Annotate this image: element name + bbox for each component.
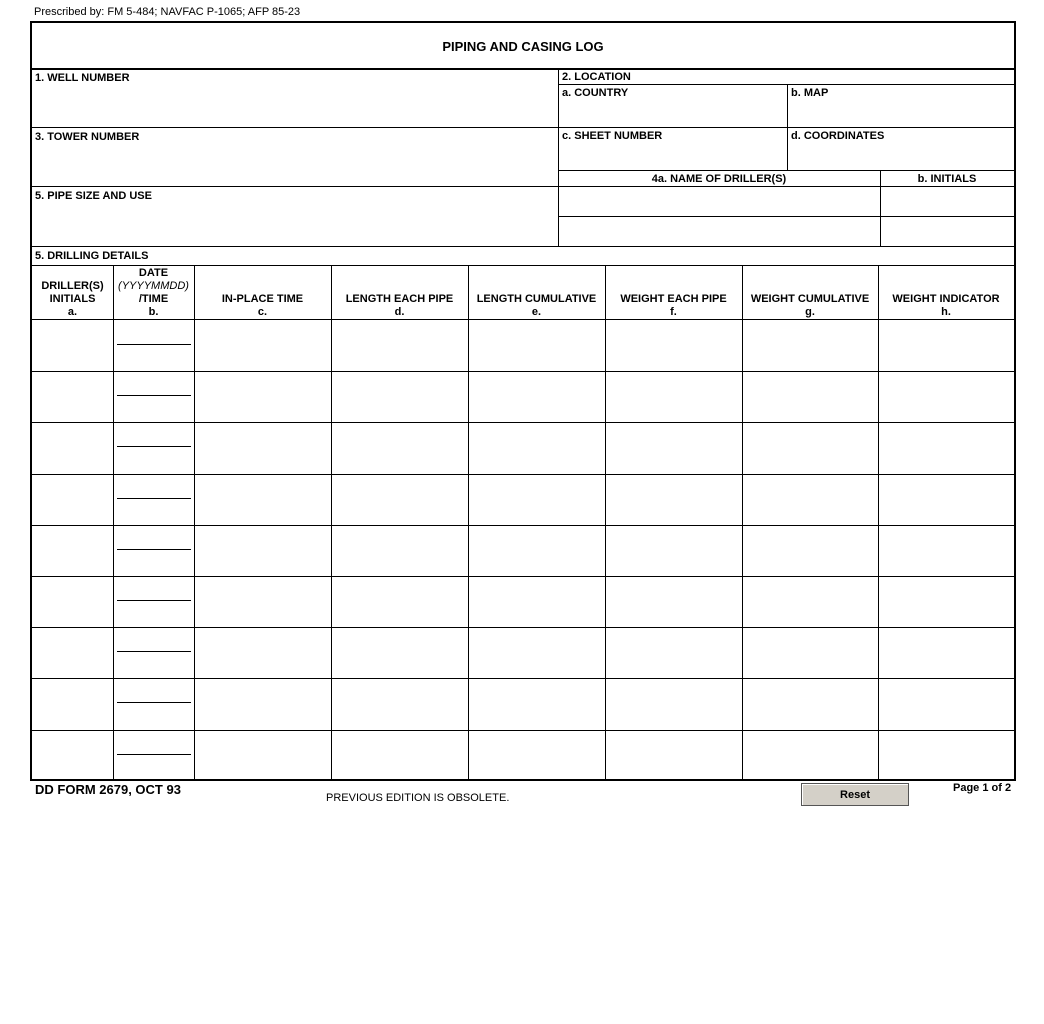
in-place-time-cell[interactable] [195,628,330,677]
pipe-size-label: 5. PIPE SIZE AND USE [35,190,152,202]
weight-each-pipe-cell[interactable] [606,475,741,524]
weight-each-pipe-cell[interactable] [606,628,741,677]
length-each-pipe-cell[interactable] [332,423,467,472]
date-divider-line [117,651,191,652]
weight-cumulative-cell[interactable] [743,321,877,370]
length-cumulative-cell[interactable] [469,321,604,370]
form-title: PIPING AND CASING LOG [442,39,604,54]
initials-label: b. INITIALS [917,173,977,185]
date-time-cell[interactable] [114,526,193,575]
column-header-weight-cumulative: WEIGHT CUMULATIVE g. [750,293,870,318]
weight-each-pipe-cell[interactable] [606,731,741,780]
in-place-time-cell[interactable] [195,475,330,524]
well-number-label: 1. WELL NUMBER [35,72,130,84]
divider [32,265,1014,266]
sheet-number-label: c. SHEET NUMBER [562,130,663,142]
length-each-pipe-cell[interactable] [332,628,467,677]
map-label: b. MAP [791,87,829,99]
weight-cumulative-cell[interactable] [743,577,877,626]
length-each-pipe-cell[interactable] [332,679,467,728]
tower-number-field[interactable] [34,144,556,186]
in-place-time-cell[interactable] [195,423,330,472]
sheet-number-field[interactable] [560,143,785,170]
column-header-weight-indicator: WEIGHT INDICATOR h. [892,293,1000,318]
pipe-size-field[interactable] [34,203,556,245]
driller-names-label: 4a. NAME OF DRILLER(S) [651,173,787,185]
driller-initials-cell[interactable] [33,628,112,677]
weight-cumulative-cell[interactable] [743,731,877,780]
column-header-length-each-pipe: LENGTH EACH PIPE d. [345,293,454,318]
weight-indicator-cell[interactable] [879,628,1013,677]
date-divider-line [117,754,191,755]
divider [558,186,1014,187]
length-cumulative-cell[interactable] [469,628,604,677]
driller-name-field-2[interactable] [560,218,878,245]
driller-initials-cell[interactable] [33,731,112,780]
date-divider-line [117,549,191,550]
date-time-cell[interactable] [114,321,193,370]
weight-each-pipe-cell[interactable] [606,577,741,626]
in-place-time-cell[interactable] [195,679,330,728]
divider [558,127,1014,128]
weight-indicator-cell[interactable] [879,731,1013,780]
in-place-time-cell[interactable] [195,321,330,370]
divider [32,127,558,128]
weight-each-pipe-cell[interactable] [606,679,741,728]
driller-initials-cell[interactable] [33,475,112,524]
divider [32,186,558,187]
date-time-cell[interactable] [114,423,193,472]
date-time-cell[interactable] [114,577,193,626]
page-number: Page 1 of 2 [953,782,1012,794]
length-cumulative-cell[interactable] [469,731,604,780]
date-divider-line [117,344,191,345]
column-header-date-time: DATE (YYYYMMDD) /TIME b. [118,267,189,318]
country-label: a. COUNTRY [562,87,629,99]
piping-casing-log-form [30,21,1016,781]
prescribed-by-text: Prescribed by: FM 5-484; NAVFAC P-1065; AFP 85-23 [34,6,301,18]
weight-each-pipe-cell[interactable] [606,526,741,575]
map-field[interactable] [789,99,1012,127]
weight-indicator-cell[interactable] [879,372,1013,421]
length-cumulative-cell[interactable] [469,372,604,421]
weight-cumulative-cell[interactable] [743,628,877,677]
date-time-cell[interactable] [114,731,193,780]
date-time-cell[interactable] [114,372,193,421]
date-divider-line [117,702,191,703]
in-place-time-cell[interactable] [195,526,330,575]
divider [558,69,559,246]
weight-indicator-cell[interactable] [879,475,1013,524]
weight-each-pipe-cell[interactable] [606,372,741,421]
in-place-time-cell[interactable] [195,731,330,780]
weight-indicator-cell[interactable] [879,577,1013,626]
driller-initials-field-1[interactable] [882,188,1012,215]
date-divider-line [117,446,191,447]
date-time-cell[interactable] [114,679,193,728]
weight-cumulative-cell[interactable] [743,475,877,524]
divider [558,170,1014,171]
divider [558,216,1014,217]
driller-initials-field-2[interactable] [882,218,1012,245]
driller-name-field-1[interactable] [560,188,878,215]
length-cumulative-cell[interactable] [469,423,604,472]
tower-number-label: 3. TOWER NUMBER [35,131,140,143]
length-cumulative-cell[interactable] [469,526,604,575]
column-header-weight-each-pipe: WEIGHT EACH PIPE f. [620,293,727,318]
length-each-pipe-cell[interactable] [332,372,467,421]
divider [32,68,1014,70]
weight-each-pipe-cell[interactable] [606,321,741,370]
reset-button[interactable]: Reset [801,783,909,806]
weight-indicator-cell[interactable] [879,679,1013,728]
in-place-time-cell[interactable] [195,372,330,421]
previous-edition-note: PREVIOUS EDITION IS OBSOLETE. [326,792,510,804]
weight-indicator-cell[interactable] [879,321,1013,370]
driller-initials-cell[interactable] [33,679,112,728]
date-time-cell[interactable] [114,475,193,524]
length-each-pipe-cell[interactable] [332,526,467,575]
country-field[interactable] [560,99,785,127]
weight-cumulative-cell[interactable] [743,423,877,472]
divider [32,246,1014,247]
form-id: DD FORM 2679, OCT 93 [35,782,181,797]
weight-cumulative-cell[interactable] [743,526,877,575]
date-divider-line [117,498,191,499]
divider [32,319,1014,320]
length-cumulative-cell[interactable] [469,577,604,626]
in-place-time-cell[interactable] [195,577,330,626]
length-cumulative-cell[interactable] [469,679,604,728]
drilling-details-label: 5. DRILLING DETAILS [35,250,149,262]
length-each-pipe-cell[interactable] [332,577,467,626]
coordinates-label: d. COORDINATES [791,130,885,142]
weight-indicator-cell[interactable] [879,526,1013,575]
driller-initials-cell[interactable] [33,423,112,472]
weight-cumulative-cell[interactable] [743,372,877,421]
driller-initials-cell[interactable] [33,321,112,370]
column-header-driller-initials: DRILLER(S) INITIALS a. [41,280,104,318]
length-cumulative-cell[interactable] [469,475,604,524]
driller-initials-cell[interactable] [33,372,112,421]
driller-initials-cell[interactable] [33,526,112,575]
weight-indicator-cell[interactable] [879,423,1013,472]
date-time-cell[interactable] [114,628,193,677]
length-each-pipe-cell[interactable] [332,475,467,524]
length-each-pipe-cell[interactable] [332,321,467,370]
date-divider-line [117,600,191,601]
date-divider-line [117,395,191,396]
driller-initials-cell[interactable] [33,577,112,626]
length-each-pipe-cell[interactable] [332,731,467,780]
coordinates-field[interactable] [789,143,1012,170]
weight-each-pipe-cell[interactable] [606,423,741,472]
weight-cumulative-cell[interactable] [743,679,877,728]
column-header-in-place-time: IN-PLACE TIME c. [221,293,304,318]
location-label: 2. LOCATION [562,71,631,83]
column-header-length-cumulative: LENGTH CUMULATIVE e. [476,293,597,318]
divider [558,84,1014,85]
well-number-field[interactable] [34,85,556,127]
